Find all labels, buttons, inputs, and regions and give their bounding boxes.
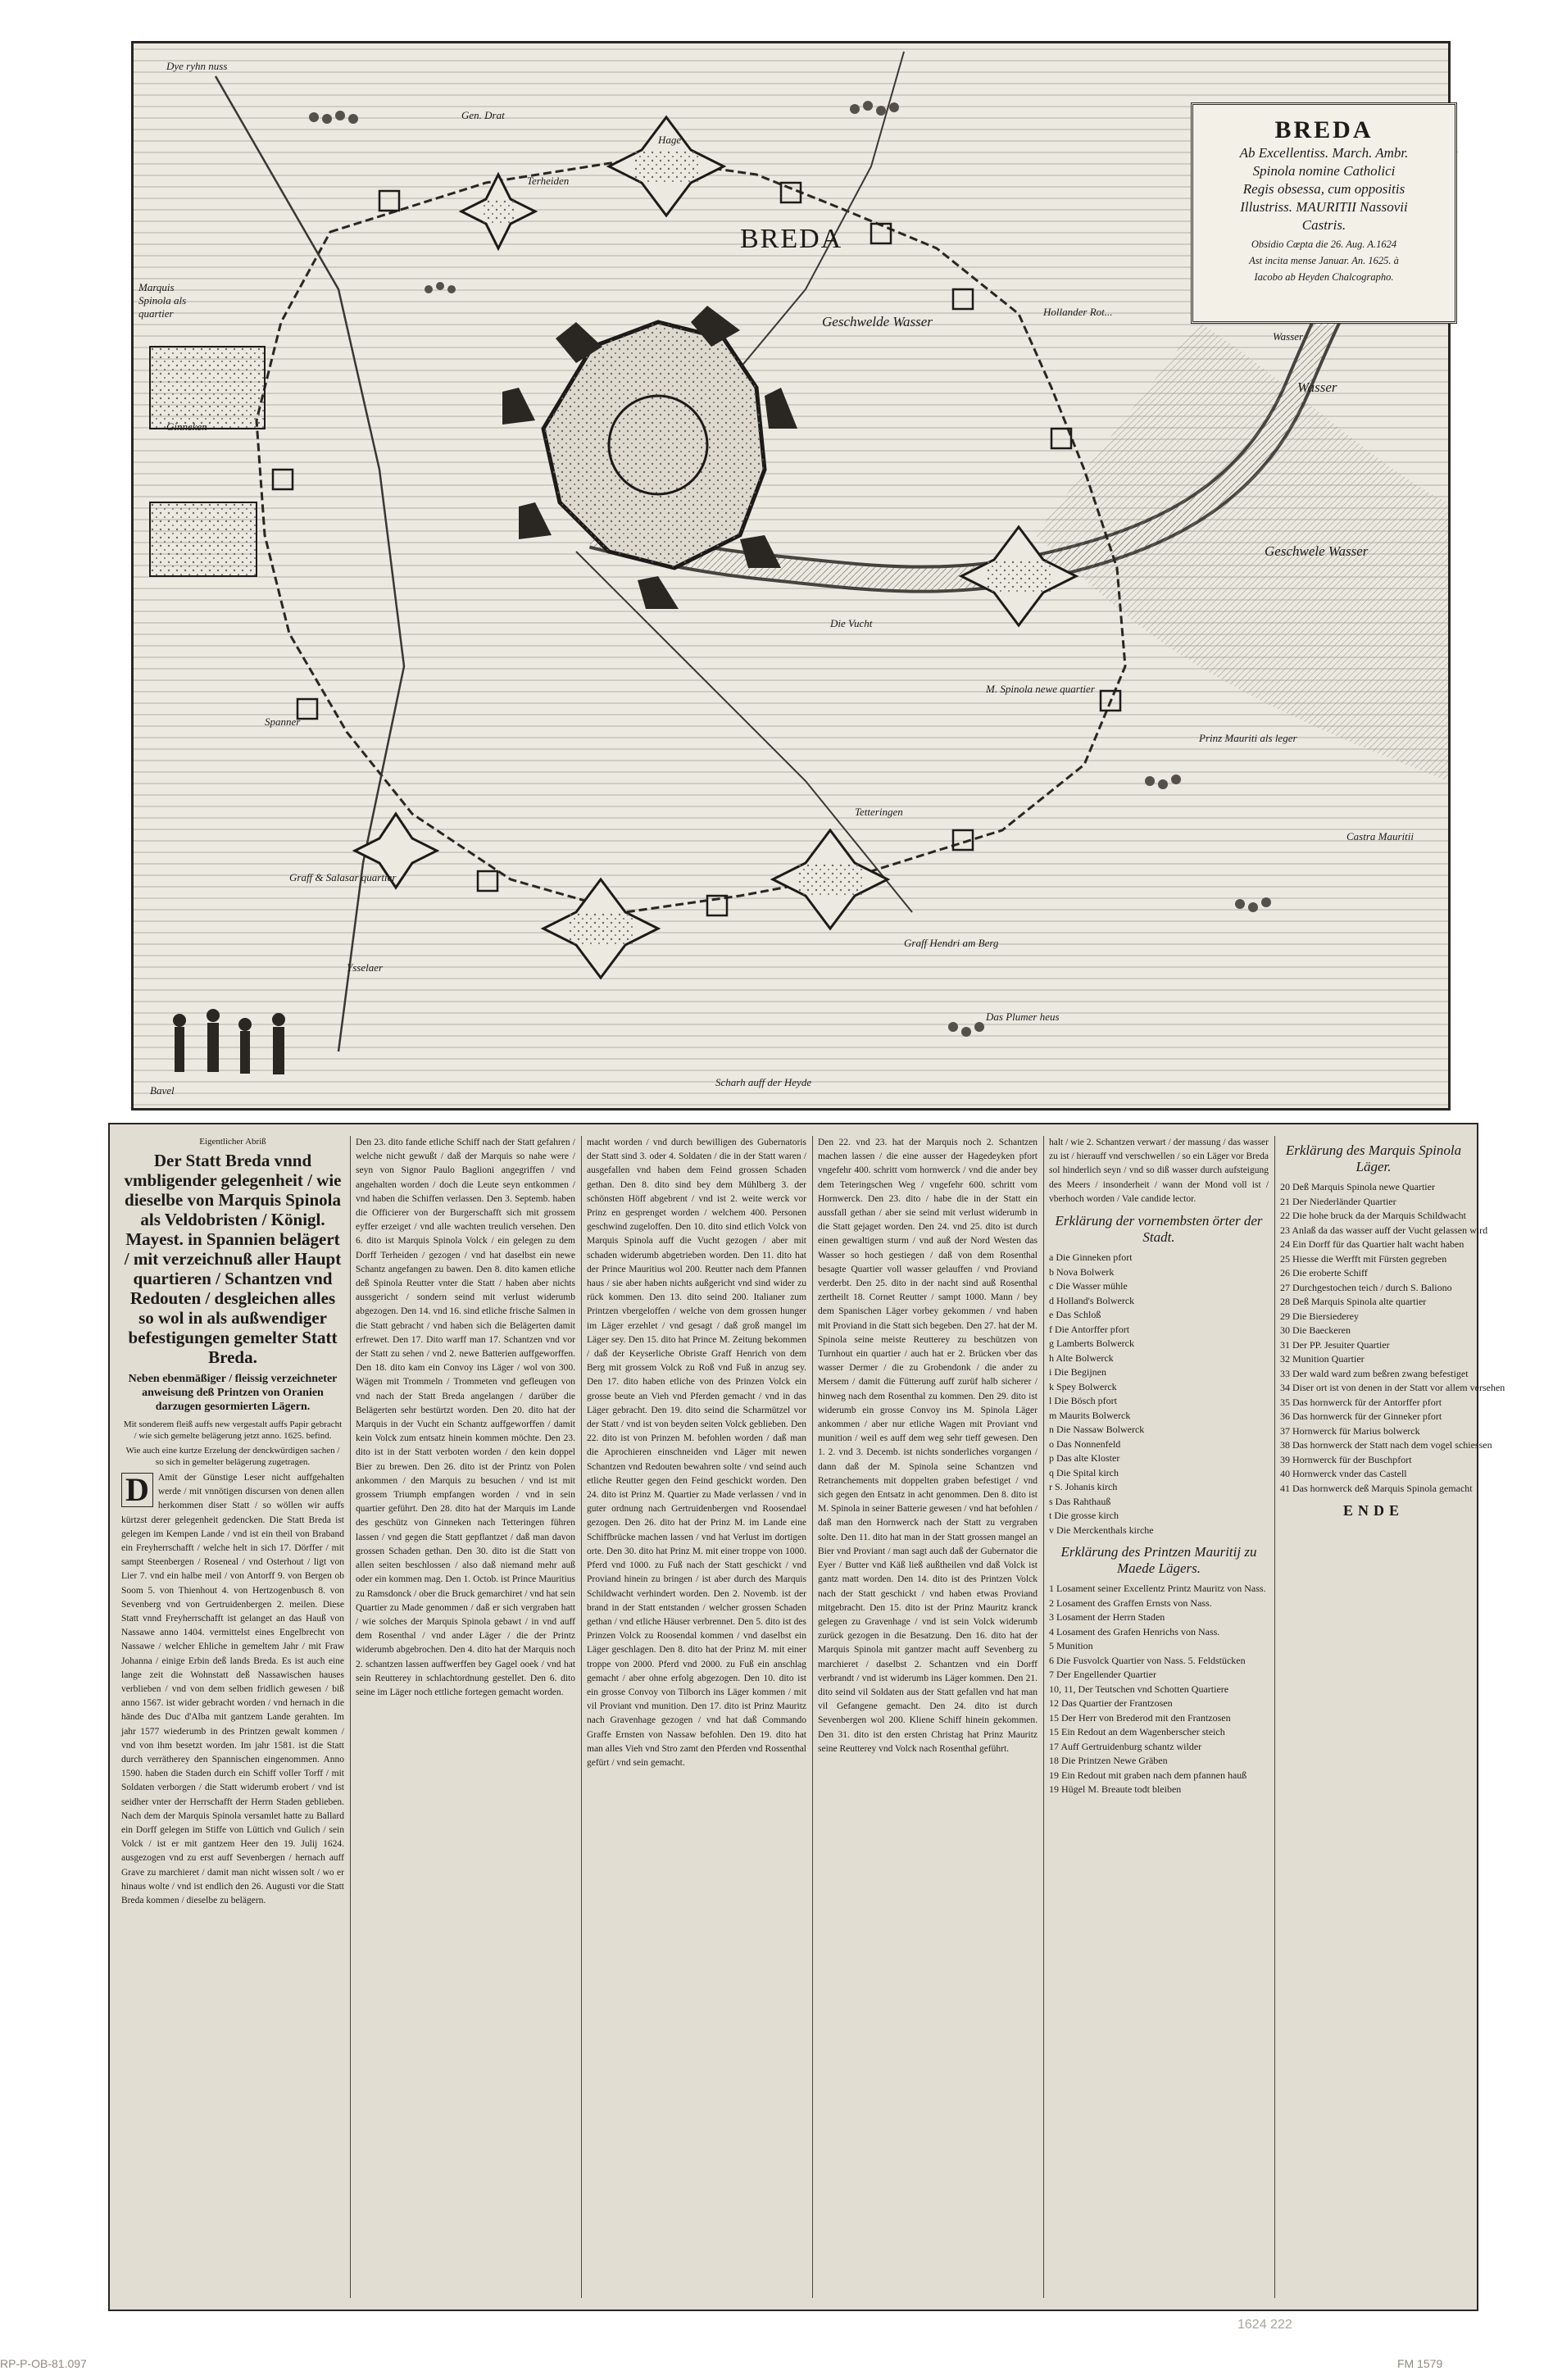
legend-item: 36 Das hornwerck für der Ginneker pfort: [1280, 1410, 1442, 1422]
text-column-2: [356, 1136, 575, 2298]
map-label-water-east: Wasser: [1297, 379, 1337, 395]
legend-item: 3 Losament der Herrn Staden: [1049, 1611, 1165, 1624]
legend-item: c Die Wasser mühle: [1049, 1280, 1128, 1292]
legend-item: l Die Bösch pfort: [1049, 1395, 1117, 1407]
cartouche-title: BREDA: [1274, 116, 1374, 143]
legend-item: 1 Losament seiner Excellentz Printz Mauritz von Nass.: [1049, 1583, 1266, 1595]
legend-item: p Das alte Kloster: [1049, 1452, 1120, 1465]
legend-item: 12 Das Quartier der Frantzosen: [1049, 1697, 1173, 1710]
legend-city-title: Erklärung der vornembsten örter der Stadt.: [1055, 1213, 1263, 1246]
map-label-prince-camp: Prinz Mauriti als leger: [1199, 732, 1297, 744]
cartouche-small: Ast incita mense Januar. An. 1625. à: [1249, 255, 1399, 266]
legend-item: d Holland's Bolwerck: [1049, 1294, 1135, 1306]
map-label-bavel: Bavel: [150, 1084, 175, 1097]
legend-item: 26 Die eroberte Schiff: [1280, 1267, 1368, 1279]
legend-item: 15 Der Herr von Brederod mit den Frantzosen: [1049, 1711, 1231, 1724]
legend-item: 30 Die Baeckeren: [1280, 1324, 1351, 1336]
drop-capital: D: [121, 1473, 153, 1507]
legend-item: e Das Schloß: [1049, 1309, 1101, 1321]
legend-item: 27 Durchgestochen teich / durch S. Baliono: [1280, 1281, 1452, 1293]
map-label-neer: Dye ryhn nuss: [166, 60, 228, 72]
legend-item: t Die grosse kirch: [1049, 1510, 1119, 1522]
legend-spinola-title: Erklärung des Marquis Spinola Läger.: [1285, 1142, 1462, 1174]
legend-item: k Spey Bolwerck: [1049, 1380, 1117, 1392]
map-label-rosoli: Graff Hendri am Berg: [904, 937, 999, 949]
legend-item: 39 Hornwerck für der Buschpfort: [1280, 1453, 1412, 1465]
legend-item: 6 Die Fusvolck Quartier von Nass. 5. Feldstücken: [1049, 1654, 1246, 1666]
legend-item: o Das Nonnenfeld: [1049, 1438, 1121, 1450]
column5-intro: halt / wie 2. Schantzen verwart / der massung / das wasser zu ist / hierauff vnd verschwellen / so ein Läger vor Breda sol hinderlich seyn / vnd so diß wasser durch aufsteigung des Meers / insonderheit / wann der Mond voll ist / vberhoch worden / Vale candide lector.: [1049, 1138, 1269, 1204]
legend-item: 21 Der Niederländer Quartier: [1280, 1195, 1396, 1207]
siege-map: [131, 41, 1451, 1111]
legend-item: 28 Deß Marquis Spinola alte quartier: [1280, 1296, 1427, 1307]
map-label-fuestel: Hollander Rot...: [1043, 306, 1113, 318]
legend-item: 31 Der PP. Jesuiter Quartier: [1280, 1338, 1390, 1351]
legend-item: 15 Ein Redout an dem Wagenberscher steich: [1049, 1726, 1225, 1738]
text-column-1: [121, 1136, 344, 2298]
column1-note: Mit sonderem fleiß auffs new vergestalt auffs Papir gebracht / wie sich gemelte belägerung jetzt anno. 1625. befind.: [123, 1419, 343, 1441]
cartouche-small: Iacobo ab Heyden Chalcographo.: [1254, 271, 1394, 283]
map-label-hage: Hage: [658, 134, 682, 146]
column1-body: Amit der Günstige Leser nicht auffgehalten werde / mit vnnötigen discursen von denen allen herkommen diser Statt / so wöllen wir auffs kürtzst derer gelegenheit gedencken. Die Statt Breda ist gelegen im Kempen Lande / vnd ist ein theil von Braband ein Freyherrschafft / welche helt in sich 17. Dörffer / mit sampt Steenbergen / Roseneal / vnd Osterhout / ligt von Lier 7. vnd ein halbe meil / von Antorff 9. von Bergen ob Soom 5. von Thienhout 4. von Hertzogenbusch 8. von Sevenberg vnd von Gertruidenbergen 2. meilen. Diese Statt vnnd Freyherrschafft ist gelanget an das Hauß von Nassawe anno 1404. vermittelst eines Engelbrecht von Nassawe / welcher Ehliche in gemeltem Jahr / mit Fraw Johanna / einige Erbin deß lands Breda. Es ist auch eine lange zeit die Wohnstatt deß Nassawischen hauses verblieben / vnd von dem selben fridlich gewesen / biß anno 1567. ist wider gebracht worden / vnd hernach in die hände des Duc d'Alba mit gantzem Lande gerahten. Im jahr 1577 wiederumb in des Printzen gewalt kommen / vnd von ihm besetzt worden. Im jahr 1581. ist die Statt durch verrätherey den Spannischen eingenommen. Anno 1590. haben die Staden durch ein Schiff voller Torff / mit Soldaten verborgen / die Statt widerumb erobert / vnd ist seidher vnter der Herrschafft der Herrn Staden geblieben. Nach dem der Marquis Spinola versamlet hatte zu Ballard ein Dorff gelegen im Stiffe von Lüttich vnd Gulich / sein Volck / ist er mit gantzem Heer den 19. Julij 1624. ausgezogen vnd zu erst auff Sevenbergen / hernach auff Grave zu marchieret / damit man nicht wissen solt / wo er hinaus wolte / vnd ist endlich den 26. Augusti vor die Statt Breda kommen / dieselbe zu belägern.: [121, 1473, 344, 1906]
legend-item: 4 Losament des Grafen Henrichs von Nass.: [1049, 1625, 1220, 1637]
map-label-wasser-west: Wasser: [1273, 330, 1304, 343]
map-label-ginneken: Ginneken: [166, 420, 207, 433]
map-label-vucht: Die Vucht: [830, 617, 873, 629]
title-cartouche: [1191, 102, 1457, 324]
legend-item: 37 Hornwerck für Marius bolwerck: [1280, 1424, 1420, 1437]
legend-item: a Die Ginneken pfort: [1049, 1251, 1133, 1264]
inventory-number: RP-P-OB-81.097: [0, 2357, 87, 2370]
column-rule: [812, 1136, 813, 2298]
map-label-heyde: Scharh auff der Heyde: [715, 1076, 812, 1088]
pencil-annotation: 1624 222: [1237, 2318, 1292, 2332]
legend-item: 38 Das hornwerck der Statt nach dem vogel schiessen: [1280, 1439, 1492, 1451]
legend-item: 2 Losament des Graffen Ernsts von Nass.: [1049, 1597, 1212, 1609]
map-label-graff: Graff & Salasar quartier: [289, 871, 397, 883]
legend-item: 23 Anlaß da das wasser auff der Vucht gelassen wird: [1280, 1224, 1488, 1236]
map-label-genever: Gen. Drat: [461, 109, 505, 121]
cartouche-line: Regis obsessa, cum oppositis: [1242, 181, 1405, 197]
map-label-castra: Castra Mauritii: [1346, 830, 1414, 843]
legend-item: i Die Begijnen: [1049, 1366, 1106, 1378]
legend-spinola-list: [1280, 1180, 1505, 1496]
column-rule: [350, 1136, 351, 2298]
legend-item: 34 Diser ort ist von denen in der Statt vor allem versehen: [1280, 1382, 1505, 1393]
map-label-breda: BREDA: [740, 224, 843, 254]
legend-city-list: [1049, 1251, 1269, 1537]
map-label-ysselaer: Ysselaer: [347, 961, 384, 974]
column1-note: Wie auch eine kurtze Erzelung der denckwürdigen sachen / so sich in gemelter belägerung zugetragen.: [125, 1446, 340, 1467]
legend-item: b Nova Bolwerk: [1049, 1265, 1115, 1278]
legend-item: 32 Munition Quartier: [1280, 1353, 1365, 1365]
column-rule: [1274, 1136, 1275, 2298]
text-column-4: [818, 1136, 1038, 2298]
legend-item: r S. Johanis kirch: [1049, 1481, 1118, 1493]
column1-subheading: Neben ebenmäßiger / fleissig verzeichneter anweisung deß Printzen von Oranien darzugen gesormierten Lägern.: [128, 1373, 338, 1413]
map-label-breeht: Das Plumer heus: [986, 1011, 1060, 1023]
legend-item: 10, 11, Der Teutschen vnd Schotten Quartiere: [1049, 1683, 1229, 1695]
legend-item: 41 Das hornwerck deß Marquis Spinola gemacht: [1280, 1482, 1473, 1494]
map-label-teteringen: Tetteringen: [855, 806, 903, 818]
map-label-terheide: Terheiden: [527, 175, 570, 187]
legend-item: 19 Ein Redout mit graben nach dem pfannen hauß: [1049, 1769, 1247, 1781]
legend-item: n Die Nassaw Bolwerck: [1049, 1424, 1145, 1436]
legend-item: 22 Die hohe bruck da der Marquis Schildwacht: [1280, 1210, 1466, 1221]
cartouche-line: Castris.: [1301, 217, 1346, 233]
column-rule: [581, 1136, 582, 2298]
legend-item: 7 Der Engellender Quartier: [1049, 1669, 1156, 1681]
catalog-number: FM 1579: [1397, 2357, 1443, 2370]
map-label-water-se: Geschwele Wasser: [1265, 543, 1369, 559]
legend-item: s Das Rahthauß: [1049, 1495, 1111, 1507]
cartouche-small: Obsidio Cœpta die 26. Aug. A.1624: [1251, 238, 1397, 250]
cartouche-line: Ab Excellentiss. March. Ambr.: [1239, 145, 1409, 161]
legend-item: 20 Deß Marquis Spinola newe Quartier: [1280, 1181, 1435, 1192]
column-rule: [1043, 1136, 1044, 2298]
legend-item: 35 Das hornwerck für der Antorffer pfort: [1280, 1396, 1442, 1408]
legend-item: 33 Der wald ward zum beßren zwang befestiget: [1280, 1367, 1469, 1379]
map-label-spanner: Spanner: [265, 715, 301, 728]
legend-item: 40 Hornwerck vnder das Castell: [1280, 1468, 1407, 1479]
text-column-3: [587, 1136, 806, 2298]
text-column-6: [1280, 1136, 1505, 2298]
legend-item: 17 Auff Gertruidenburg schantz wilder: [1049, 1740, 1202, 1752]
column4-body: Den 22. vnd 23. hat der Marquis noch 2. Schantzen machen lassen / die eine ausser der Hagedeyken pfort vngefehr 400. schritt vom hornwerck / vnd die ander bey dem Teteringschen Weg / vngefehr 600. schritt vom Hornwerck. Den 23. dito / habe die in der Statt ein aussfall gethan / aber sie seind mit verlust widerumb in die Statt gejaget worden. Den 24. vnd 25. dito ist durch einen gewaltigen sturm / vnd auß der Nord Westen das Wasser so hoch gestiegen / daß von dem Rosenthal besagte Quartier voll wasser gelauffen / vnd Proviand verderbt. Den 25. dito in der nacht sind auß Rosenthal zertheilt 18. Cornet Reutter / sampt 1000. Mann / bey dem Spanischen Läger vorbey gekommen / vnd haben mit Proviand in die Statt sich begeben. Den 27. hat der M. Spinola seine meiste Reutterey zu beschützen von Turnhout ein quartier / auch hat er 2. Brücken vber das wasser Dermer / die zu Grobendonk / die ander zu Mersem / damit die Fütterung auff zurüf halb sicherer / hinweg nach dem Rosenthal zu kommen. Den 29. dito ist widerumb ein grosse Convoy ins M. Spinola Läger ankommen / aber nur etliche Wagen mit Proviant vnd munition / weil es auff dem weg sehr tieff gewesen. Den 1. 2. vnd 3. Decemb. ist nichts sonderliches vorgangen / dann daß der M. Spinola seine Schantzen vnd Retranchements mit doppelten graben befestiget / vnd sich gegen den Entsatz in acht genommen. Den 8. dito ist M. Spinola in seiner Batterie gewesen / vnd hat befohlen / daß man den Hornwerck nach der Statt zu vergraben solte. Den 11. dito hat man in der Statt grossen mangel an Bier vnd Proviant / man sagt auch daß der Gubernator die Eyer / Butter vnd Käß ließ außtheilen vnd daß Volck ist gantz matt worden. Den 14. dito ist des Printzen Volck nach der Statt geschickt / vnd haben etwas Proviand mitgebracht. Den 15. dito ist der Prinz Mauritz kranck gelegen zu Gravenhage / vnd ist sein Volck widerumb zurück gezogen in die Besatzung. Den 16. dito hat der Marquis Spinola mit gantzer macht auff Sevenberg zu marchieret / daselbst 2. Schantzen vnd ein Dorff verbrandt / vnd ist widerumb ins Läger kommen. Den 21. dito seind vil Soldaten aus der Statt gefallen vnd hat man vil Gefangene gemacht. Den 24. dito ist durch Sevenbergen wol 200. Kliene Schiff hinein gekommen. Den 31. dito ist den ersten Christag hat Prinz Mauritz seine Reutterey vnd Volck nach Rosenthal geführt.: [818, 1138, 1038, 1754]
legend-item: 25 Hiesse die Werfft mit Fürsten gegreben: [1280, 1252, 1447, 1265]
finis-mark: ENDE: [1342, 1502, 1404, 1519]
map-label-water-mid: Geschwelde Wasser: [822, 314, 933, 329]
map-label-marquis: Marquis Spinola als quartier: [138, 281, 187, 320]
legend-item: m Maurits Bolwerck: [1049, 1409, 1131, 1421]
cartouche-line: Spinola nomine Catholici: [1252, 163, 1396, 179]
legend-item: f Die Antorffer pfort: [1049, 1323, 1130, 1335]
column3-body: macht worden / vnd durch bewilligen des Gubernatoris der Statt sind 3. oder 4. Soldaten / die in der Statt waren / ausgefallen vnd haben dem Feind grossen Schaden gethan. Den 8. dito sind bey dem Mühlberg 3. der schönsten Höff abgebrent / vnd ist 2. weite werck vor Prinz en gesprenget worden / welchem 400. Personen geschwind zugeloffen. Den 10. dito sind etlich Volck von Marquis Spinola auff die Vucht gezogen / aber mit schaden widerumb abgetrieben worden. Den 11. dito hat der Prince Mauritius wol 200. Reutter nach dem Pfannen haus / sie aber haben nichts außgericht vnd sind wider zu rück kommen. Den 13. dito seind 200. Italianer zum Printzen vbergeloffen / welche von dem grossen hunger im Läger erzehlet / vnd gesagt / daß groß mangel im Läger sey. Den 15. dito hat Prince M. Zeitung bekommen / daß der Keyserliche Obriste Graff Henrich von dem Berg mit grossem Volck zu Roß vnd Fuß in anzug sey. Den 17. dito haben etliche von des Prinzen Volck ein grosse beute an Vieh vnd Pferden gemacht / vnd in das Läger gebracht. Den 19. dito seind die Scharmützel vor der Statt / vnd ist von beyden seiten Volck geblieben. Den 22. dito ist von Prinzen M. befohlen worden / daß man die Aprochieren einschneiden vnd Läger mit newen Schantzen vnd Redouten bewahren solte / vnd seind auch etliche Reutter gegen den Feind geschickt worden. Den 24. dito ist Prinz M. Quartier zu Made verlassen / vnd in guter ordnung nach Gertruidenbergen vnd Roosendael gezogen. Den 26. dito hat der Prinz M. im Lande eine Schiffbrücke machen lassen / vnd hat Verlust im dortigen orte. Den 30. dito hat Prinz M. mit einer troppe von 1000. Pferd vnd 1000. zu Fuß nach der Statt geschickt / vnd Proviand hinein zu bringen / ist aber durch des Marquis Schildwacht verhindert worden. Den 2. Novemb. ist der brand in der Statt entstanden / welcher grossen Schaden gethan / vnd etliche Häuser verbrennet. Den 5. dito ist des Prinzen Volck zu Roosendal kommen / vnd daselbst ein Läger geschlagen. Den 8. dito hat der Prinz M. mit einer troppe von 2000. Pferd vnd 2000. zu Fuß ein anschlag gemacht / aber ohne erfolg abgezogen. Den 10. dito ist ein grosse Convoy von Tilborch ins Läger kommen / mit vil Proviant vnd munition. Den 17. dito ist Prinz Mauritz nach Gravenhage gezogen / vnd hat daß Commando Graffe Ernsten von Nassaw befohlen. Den 19. dito hat man alles Vieh vnd Stro zamt den Pferden vnd Rossenthal gefürt / vnd sein gemacht.: [587, 1138, 806, 1768]
map-label-spinola-new: M. Spinola newe quartier: [986, 683, 1095, 695]
cartouche-line: Illustriss. MAURITII Nassovii: [1240, 199, 1408, 215]
legend-prince-list: [1049, 1582, 1269, 1797]
legend-item: q Die Spital kirch: [1049, 1466, 1119, 1478]
legend-prince-title: Erklärung des Printzen Mauritij zu Maede Lägers.: [1060, 1544, 1257, 1577]
legend-item: g Lamberts Bolwerck: [1049, 1338, 1134, 1350]
legend-item: v Die Merckenthals kirche: [1049, 1524, 1154, 1536]
legend-item: 19 Hügel M. Breaute todt bleiben: [1049, 1783, 1182, 1796]
legend-item: h Alte Bolwerck: [1049, 1351, 1114, 1364]
text-column-5: [1049, 1136, 1269, 2298]
column2-body: Den 23. dito fande etliche Schiff nach der Statt gefahren / welche nicht gewußt / daß der Marquis so nahe were / seyn von Signor Paulo Baglioni angegriffen / vnd angehalten worden / doch die Leute seyn entkommen / vnd haben die Schiffen verlassen. Den 3. Septemb. haben die Officierer von der Burgerschafft sich mit grossem eyffer erzeiget / vnd alle wachten treulich versehen. Den 6. dito ist Marquis Spinola Volck / ein gelegen zu dem Dorff Terheiden / gezogen / vnd hat daselbst ein newe Schantz angefangen zu bawen. Den 8. dito kamen etliche deß Spinola Reutter vnter die Statt / haben aber nichts aussgericht / sondern seind mit verlust widerumb abgezogen. Den 14. vnd 16. sind etliche frische Salmen in die Statt gebracht / vnd haben sich die Belägerten damit erfrewet. Den 17. Dito warff man 17. Schantzen vnd vor der Statt zu sehen / vnd 2. newe Batterien auffgeworffen. Den 18. dito kam ein Convoy ins Läger / wol von 300. Wägen mit Trommeln / Trommeten vnd gefleugen von vnd nach der Statt Breda angelangen / darüber die Belägerten sehr bestürtzt worden. Den 20. dito hat der Marquis in der Vucht ein Schantz auffgeworffen / damit kein Volck zum entsatz hinein kommen möchte. Den 23. dito ist in der Statt verboten worden / den kein doppel Bier zu brewen. Den 26. dito ist der Printz von Polen ankommen / den Marquis zu besuchen / vnd ist mit grossem Triumph empfangen worden / vnd in sein quartier geführt. Den 28. dito hat der Marquis im Lande des geschütz von Ginneken nach Tetteringen führen lassen / vnd gegen die Statt gepflantzet / daß man davon grossen Schaden gethan. Den 30. dito ist die Statt von allen seiten beschlossen / also daß niemand mehr auß oder ein kommen mag. Den 1. Octob. ist Prince Mauritius zu Ramsdonck / ober die Bruck gemarchiret / vnd hat sein Quartier zu Made genommen / daß er sich vergraben hatt / wie solches der Marquis Spinola gebawt / in vnd auff dem Rosenthal / vnd ander Läger / die der Printz widerumb abgebrochen. Den 4. dito hat der Marquis noch 2. schantzen lassen auffwerffen bey Gagel ooek / vnd hat sein Reutterey in schlachtordnung gestellet. Den 6. dito seine im Läger noch ettliche fortegen gemacht worden.: [356, 1138, 575, 1697]
column1-main-heading: Der Statt Breda vnnd vmbligender gelegenheit / wie dieselbe von Marquis Spinola als Veldobristen / Königl. Mayest. in Spannien belägert / mit verzeichnuß aller Haupt quartieren / Schantzen vnd Redouten / desgleichen alles so wol in als außwendiger befestigungen gemelter Statt Breda.: [124, 1151, 342, 1367]
legend-item: 18 Die Printzen Newe Gräben: [1049, 1755, 1168, 1767]
legend-item: 24 Ein Dorff für das Quartier halt wacht haben: [1280, 1238, 1464, 1250]
column1-heading-small: Eigentlicher Abriß: [199, 1137, 266, 1147]
legend-item: 29 Die Biersiederey: [1280, 1310, 1359, 1322]
legend-item: 5 Munition: [1049, 1640, 1093, 1652]
text-broadsheet: [108, 1123, 1505, 2311]
